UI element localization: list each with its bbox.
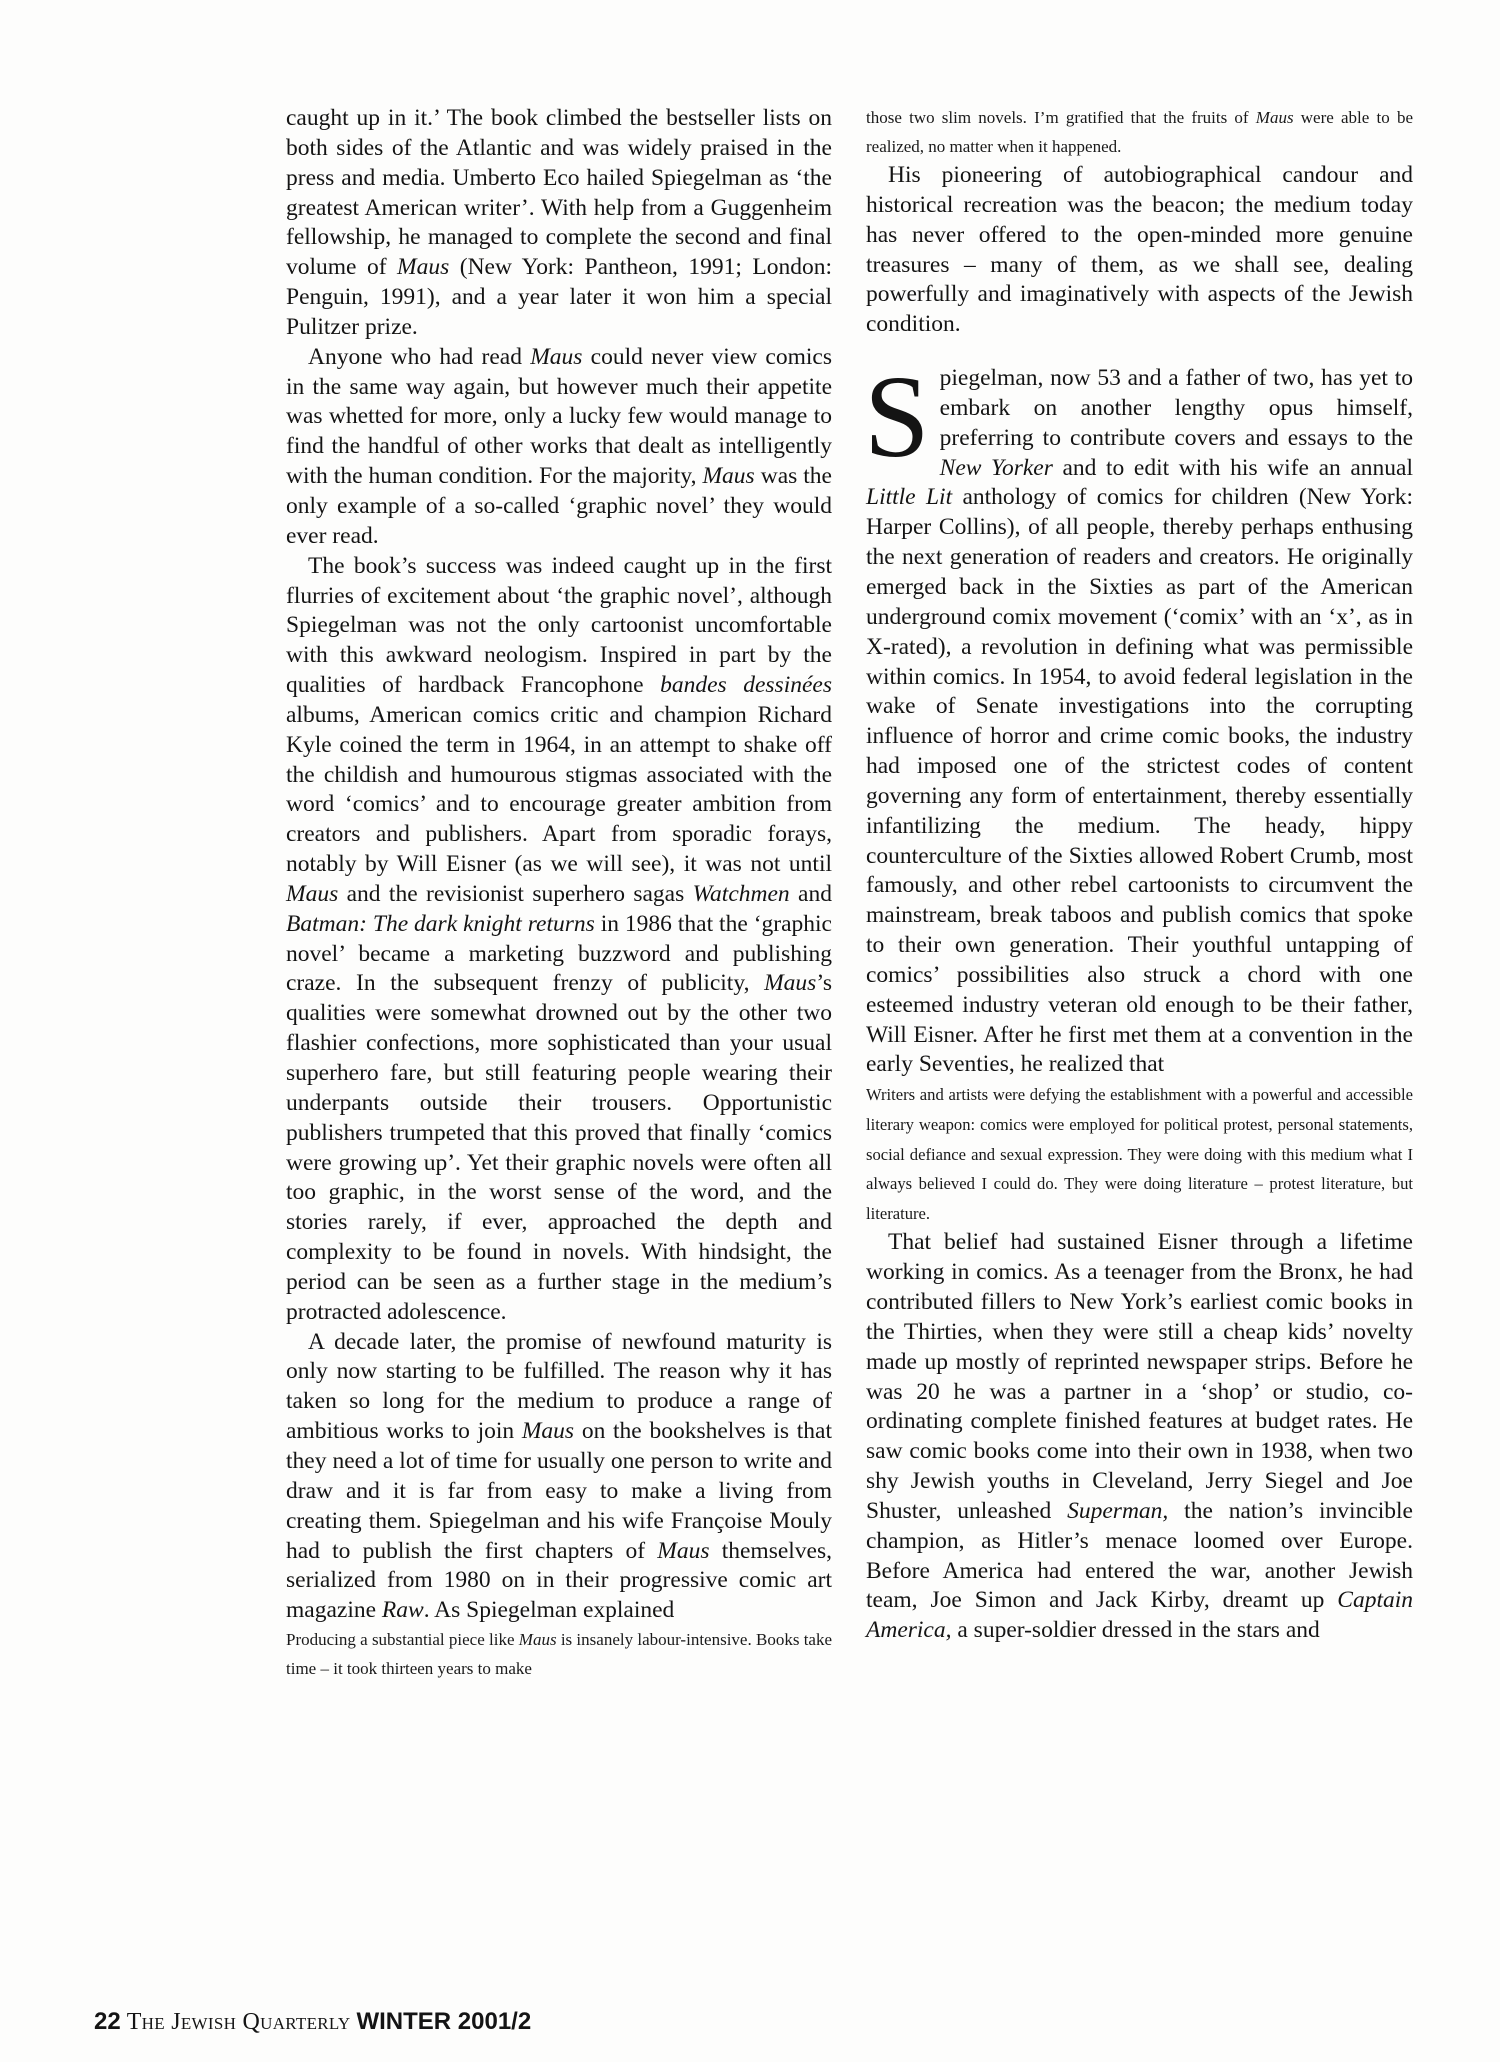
issue-label: WINTER 2001/2 — [356, 2008, 532, 2035]
right-column — [866, 104, 1413, 1646]
paragraph: caught up in it.’ The book climbed the bestseller lists on both sides of the Atlantic and was widely praised in the press and media. Umberto Eco hailed Spiegelman as ‘the greatest American writer’. With help from a Guggenheim fellowship, he managed to complete the second and final volume of Maus (New York: Pantheon, 1991; London: Penguin, 1991), and a year later it won him a special Pulitzer prize. — [286, 105, 832, 340]
publication-name: The Jewish Quarterly — [126, 2009, 351, 2035]
paragraph: His pioneering of autobiographical candour and historical recreation was the beacon; the medium today has never offered to the open-minded more genuine treasures – many of them, as we shall see, dealing powerfully and imaginatively with aspects of the Jewish condition. — [866, 162, 1413, 338]
paragraph: A decade later, the promise of newfound maturity is only now starting to be fulfilled. The reason why it has taken so long for the medium to produce a range of ambitious works to join Maus on the bookshelves is that they need a lot of time for usually one person to write and draw and it is far from easy to make a living from creating them. Spiegelman and his wife Françoise Mouly had to publish the first chapters of Maus themselves, serialized from 1980 on in their progressive comic art magazine Raw. As Spiegelman explained — [286, 1328, 832, 1624]
block-quote: Producing a substantial piece like Maus is insanely labour-intensive. Books take time – it took thirteen years to make — [286, 1630, 833, 1678]
drop-cap: S — [864, 351, 930, 483]
block-quote-continued: those two slim novels. I’m gratified that the fruits of Maus were able to be realized, no matter when it happened. — [866, 108, 1413, 156]
page-footer — [94, 2008, 531, 2036]
block-quote: Writers and artists were defying the establishment with a powerful and accessible literary weapon: comics were employed for political protest, personal statements, social defiance and sexual expression. They were doing with this medium what I always believed I could do. They were doing literature – protest literature, but literature. — [866, 1085, 1413, 1223]
paragraph: Anyone who had read Maus could never view comics in the same way again, but however much their appetite was whetted for more, only a lucky few would manage to find the handful of other works that dealt as intelligently with the human condition. For the majority, Maus was the only example of a so-called ‘graphic novel’ they would ever read. — [286, 343, 832, 549]
paragraph-with-dropcap: Spiegelman, now 53 and a father of two, has yet to embark on another lengthy opus himself, preferring to contribute covers and essays to the New Yorker and to edit with his wife an annual Little Lit anthology of comics for children (New York: Harper Collins), of all people, thereby perhaps enthusing the next generation of readers and creators. He originally emerged back in the Sixties as part of the American underground comix movement (‘comix’ with an ‘x’, as in X-rated), a revolution in defining what was permissible within comics. In 1954, to avoid federal legislation in the wake of Senate investigations into the corrupting influence of horror and crime comic books, the industry had imposed one of the strictest codes of content governing any form of entertainment, thereby essentially infantilizing the medium. The heady, hippy counterculture of the Sixties allowed Robert Crumb, most famously, and other rebel cartoonists to circumvent the mainstream, break taboos and publish comics that spoke to their own generation. Their youthful untapping of comics’ possibilities also struck a chord with one esteemed industry veteran old enough to be their father, Will Eisner. After he first met them at a convention in the early Seventies, he realized that — [864, 351, 1414, 1078]
paragraph: That belief had sustained Eisner through a lifetime working in comics. As a teenager from the Bronx, he had contributed fillers to New York’s earliest comic books in the Thirties, when they were still a cheap kids’ novelty made up mostly of reprinted newspaper strips. Before he was 20 he was a partner in a ‘shop’ or studio, co-ordinating complete finished features at budget rates. He saw comic books come into their own in 1938, when two shy Jewish youths in Cleveland, Jerry Siegel and Joe Shuster, unleashed Superman, the nation’s invincible champion, as Hitler’s menace loomed over Europe. Before America had entered the war, another Jewish team, Joe Simon and Jack Kirby, dreamt up Captain America, a super-soldier dressed in the stars and — [866, 1229, 1413, 1644]
left-column — [286, 104, 832, 1683]
page-number: 22 — [94, 2008, 121, 2035]
paragraph: The book’s success was indeed caught up in the first flurries of excitement about ‘the graphic novel’, although Spiegelman was not the only cartoonist uncomfortable with this awkward neologism. Inspired in part by the qualities of hardback Francophone bandes dessinées albums, American comics critic and champion Richard Kyle coined the term in 1964, in an attempt to shake off the childish and humourous stigmas associated with the word ‘comics’ and to encourage greater ambition from creators and publishers. Apart from sporadic forays, notably by Will Eisner (as we will see), it was not until Maus and the revisionist superhero sagas Watchmen and Batman: The dark knight returns in 1986 that the ‘graphic novel’ became a marketing buzzword and publishing craze. In the subsequent frenzy of publicity, Maus’s qualities were somewhat drowned out by the other two flashier confections, more sophisticated than your usual superhero fare, but still featuring people wearing their underpants outside their trousers. Opportunistic publishers trumpeted that this proved that finally ‘comics were growing up’. Yet their graphic novels were often all too graphic, in the worst sense of the word, and the stories rarely, if ever, approached the depth and complexity to be found in novels. With hindsight, the period can be seen as a further stage in the medium’s protracted adolescence. — [286, 552, 832, 1325]
